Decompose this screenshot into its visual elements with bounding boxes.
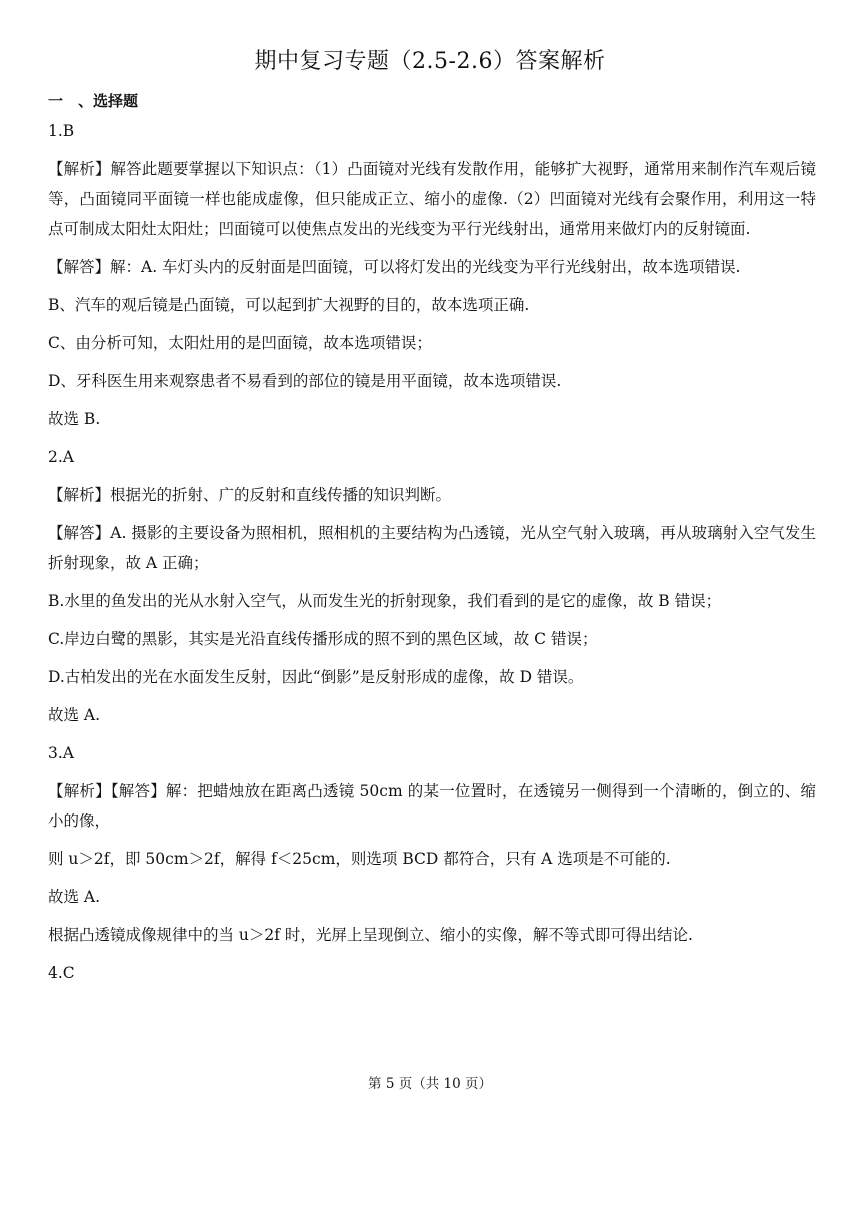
page-title: 期中复习专题（2.5-2.6）答案解析 — [254, 49, 606, 74]
explanation-paragraph: 根据凸透镜成像规律中的当 u＞2f 时，光屏上呈现倒立、缩小的实像，解不等式即可得出结论. — [48, 926, 693, 944]
answer-number: 2.A — [48, 448, 74, 466]
analysis-paragraph: 【解析】根据光的折射、广的反射和直线传播的知识判断。 — [48, 486, 452, 504]
conclusion-paragraph: 故选 A. — [48, 888, 101, 906]
page-footer: 第 5 页（共 10 页） — [368, 1076, 492, 1092]
solution-paragraph: 则 u＞2f，即 50cm＞2f，解得 f＜25cm，则选项 BCD 都符合，只有 A 选项是不可能的. — [48, 850, 671, 868]
conclusion-paragraph: 故选 A. — [48, 706, 101, 724]
option-paragraph: D、牙科医生用来观察患者不易看到的部位的镜是用平面镜，故本选项错误. — [48, 372, 562, 390]
option-paragraph: B、汽车的观后镜是凸面镜，可以起到扩大视野的目的，故本选项正确. — [48, 296, 530, 314]
solution-paragraph: 【解答】A. 摄影的主要设备为照相机，照相机的主要结构为凸透镜，光从空气射入玻璃，再从玻璃射入空气发生折射现象，故 A 正确； — [48, 524, 816, 572]
option-paragraph: C、由分析可知，太阳灶用的是凹面镜，故本选项错误； — [48, 334, 432, 352]
section-heading: 一 、选择题 — [48, 92, 139, 110]
option-paragraph: C.岸边白鹭的黑影，其实是光沿直线传播形成的照不到的黑色区域，故 C 错误； — [48, 630, 598, 648]
conclusion-paragraph: 故选 B. — [48, 410, 101, 428]
option-paragraph: B.水里的鱼发出的光从水射入空气，从而发生光的折射现象，我们看到的是它的虚像，故 B 错误； — [48, 592, 722, 610]
document-body — [48, 116, 816, 996]
answer-number: 1.B — [48, 122, 75, 140]
option-paragraph: D.古柏发出的光在水面发生反射，因此“倒影”是反射形成的虚像，故 D 错误。 — [48, 668, 584, 686]
analysis-paragraph: 【解析】【解答】解：把蜡烛放在距离凸透镜 50cm 的某一位置时，在透镜另一侧得到一个清晰的，倒立的、缩小的像， — [48, 782, 816, 830]
solution-paragraph: 【解答】解：A. 车灯头内的反射面是凹面镜，可以将灯发出的光线变为平行光线射出，故本选项错误. — [48, 258, 741, 276]
answer-number: 3.A — [48, 744, 74, 762]
answer-number: 4.C — [48, 964, 75, 982]
analysis-paragraph: 【解析】解答此题要掌握以下知识点：（1）凸面镜对光线有发散作用，能够扩大视野，通常用来制作汽车观后镜等，凸面镜同平面镜一样也能成虚像，但只能成正立、缩小的虚像.（2）凹面镜对光线有会聚作用，利用这一特点可制成太阳灶太阳灶；凹面镜可以使焦点发出的光线变为平行光线射出，通常用来做灯内的反射镜面. — [48, 160, 816, 238]
